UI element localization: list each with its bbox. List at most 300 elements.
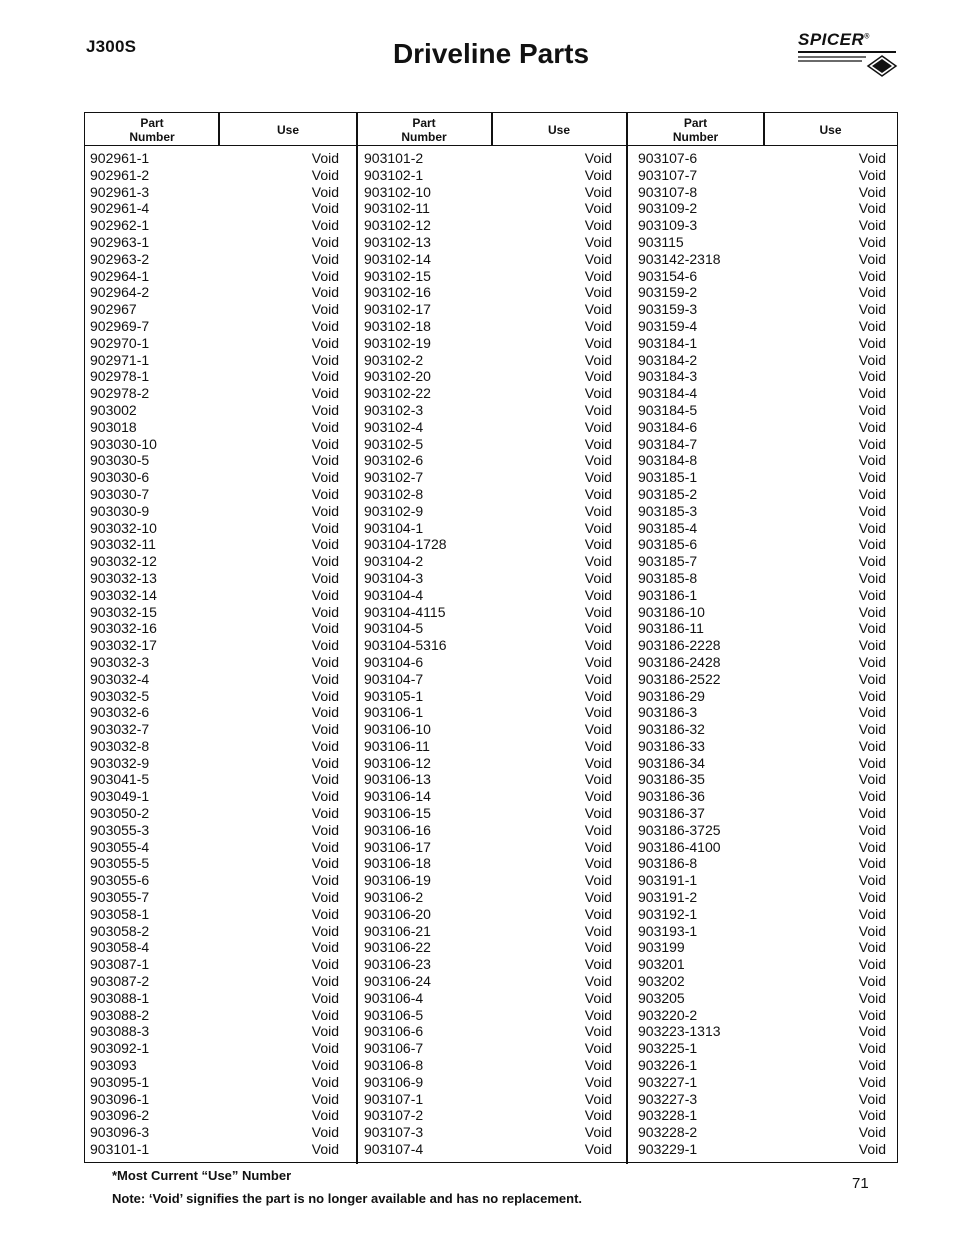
table-row xyxy=(364,452,612,469)
part-use: Void xyxy=(584,385,612,402)
part-number: 903106-7 xyxy=(364,1040,424,1057)
part-use: Void xyxy=(311,1124,339,1141)
part-use: Void xyxy=(311,956,339,973)
part-use: Void xyxy=(584,721,612,738)
part-use: Void xyxy=(311,838,339,855)
part-number: 903185-7 xyxy=(638,553,698,570)
part-use: Void xyxy=(311,653,339,670)
table-row xyxy=(364,200,612,217)
part-number: 903106-20 xyxy=(364,905,431,922)
part-number: 903185-2 xyxy=(638,485,698,502)
part-use: Void xyxy=(858,821,886,838)
page-number: 71 xyxy=(852,1175,869,1192)
part-use: Void xyxy=(311,519,339,536)
part-use: Void xyxy=(311,351,339,368)
table-row xyxy=(638,671,886,688)
table-row xyxy=(90,688,339,705)
part-number: 903202 xyxy=(638,973,685,990)
part-use: Void xyxy=(584,401,612,418)
table-row xyxy=(638,1074,886,1091)
table-row xyxy=(638,536,886,553)
part-use: Void xyxy=(584,519,612,536)
part-number: 903102-14 xyxy=(364,250,431,267)
part-use: Void xyxy=(858,150,886,166)
part-number: 903223-1313 xyxy=(638,1023,721,1040)
part-number: 903032-17 xyxy=(90,637,157,654)
table-row xyxy=(638,469,886,486)
table-row xyxy=(364,268,612,285)
part-use: Void xyxy=(584,1006,612,1023)
part-number: 903041-5 xyxy=(90,771,150,788)
table-row xyxy=(364,436,612,453)
part-use: Void xyxy=(584,569,612,586)
part-use: Void xyxy=(584,301,612,318)
part-use: Void xyxy=(858,233,886,250)
part-number: 903106-1 xyxy=(364,704,424,721)
part-number: 903032-5 xyxy=(90,687,150,704)
part-use: Void xyxy=(858,469,886,486)
table-row xyxy=(364,604,612,621)
part-number: 903088-3 xyxy=(90,1023,150,1040)
part-number: 903055-7 xyxy=(90,889,150,906)
part-number: 903104-1728 xyxy=(364,536,447,553)
table-row xyxy=(638,217,886,234)
table-row xyxy=(638,167,886,184)
header-divider xyxy=(763,113,765,146)
table-row xyxy=(638,973,886,990)
part-use: Void xyxy=(584,771,612,788)
table-row xyxy=(364,1074,612,1091)
table-row xyxy=(90,1074,339,1091)
part-number: 903096-3 xyxy=(90,1124,150,1141)
part-use: Void xyxy=(858,385,886,402)
part-number: 903101-1 xyxy=(90,1141,150,1158)
part-number: 903220-2 xyxy=(638,1006,698,1023)
part-number: 903191-1 xyxy=(638,872,698,889)
part-number: 903106-16 xyxy=(364,821,431,838)
table-row xyxy=(638,368,886,385)
part-use: Void xyxy=(584,670,612,687)
table-row xyxy=(90,923,339,940)
part-use: Void xyxy=(858,1006,886,1023)
part-use: Void xyxy=(858,670,886,687)
table-row xyxy=(364,520,612,537)
table-row xyxy=(364,990,612,1007)
table-row xyxy=(90,520,339,537)
part-use: Void xyxy=(311,385,339,402)
part-use: Void xyxy=(584,1040,612,1057)
table-row xyxy=(90,385,339,402)
part-number: 903102-19 xyxy=(364,334,431,351)
table-row xyxy=(90,536,339,553)
header-use-3: Use xyxy=(819,122,842,137)
part-number: 903186-4100 xyxy=(638,838,721,855)
table-row xyxy=(364,620,612,637)
part-number: 903104-4115 xyxy=(364,603,446,620)
part-use: Void xyxy=(311,284,339,301)
part-use: Void xyxy=(858,435,886,452)
table-row xyxy=(364,352,612,369)
part-number: 903102-4 xyxy=(364,418,424,435)
table-row xyxy=(638,990,886,1007)
table-row xyxy=(638,855,886,872)
part-number: 902962-1 xyxy=(90,217,150,234)
table-row xyxy=(638,318,886,335)
part-use: Void xyxy=(584,939,612,956)
part-use: Void xyxy=(858,1124,886,1141)
table-row xyxy=(90,200,339,217)
part-number: 902961-1 xyxy=(90,150,150,166)
part-use: Void xyxy=(858,519,886,536)
table-row xyxy=(638,1124,886,1141)
part-use: Void xyxy=(311,637,339,654)
table-row xyxy=(638,872,886,889)
part-number: 903018 xyxy=(90,418,137,435)
table-row xyxy=(638,822,886,839)
part-use: Void xyxy=(311,267,339,284)
part-use: Void xyxy=(584,250,612,267)
part-use: Void xyxy=(584,1090,612,1107)
table-row xyxy=(364,368,612,385)
part-use: Void xyxy=(584,485,612,502)
part-use: Void xyxy=(584,267,612,284)
part-use: Void xyxy=(311,1107,339,1124)
column-divider xyxy=(626,113,628,1164)
table-row xyxy=(90,973,339,990)
table-row xyxy=(364,167,612,184)
parts-column-3 xyxy=(638,150,886,1158)
table-row xyxy=(90,1124,339,1141)
part-use: Void xyxy=(858,939,886,956)
part-use: Void xyxy=(858,855,886,872)
part-number: 903185-3 xyxy=(638,502,698,519)
part-use: Void xyxy=(858,973,886,990)
part-number: 903032-13 xyxy=(90,569,157,586)
part-number: 903050-2 xyxy=(90,805,150,822)
table-row xyxy=(364,284,612,301)
table-row xyxy=(90,284,339,301)
part-use: Void xyxy=(858,536,886,553)
part-use: Void xyxy=(584,687,612,704)
part-number: 903107-6 xyxy=(638,150,698,166)
part-number: 903184-1 xyxy=(638,334,698,351)
part-number: 903096-1 xyxy=(90,1090,150,1107)
part-number: 902969-7 xyxy=(90,317,150,334)
part-use: Void xyxy=(311,233,339,250)
part-use: Void xyxy=(311,1023,339,1040)
part-number: 903102-12 xyxy=(364,217,431,234)
table-row xyxy=(638,503,886,520)
part-use: Void xyxy=(858,569,886,586)
part-use: Void xyxy=(584,553,612,570)
part-use: Void xyxy=(584,620,612,637)
part-use: Void xyxy=(584,637,612,654)
part-number: 903192-1 xyxy=(638,905,698,922)
table-row xyxy=(638,839,886,856)
part-use: Void xyxy=(584,183,612,200)
table-row xyxy=(90,150,339,167)
table-row xyxy=(638,419,886,436)
table-row xyxy=(364,402,612,419)
table-row xyxy=(638,402,886,419)
table-row xyxy=(90,419,339,436)
table-row xyxy=(364,939,612,956)
part-number: 903106-8 xyxy=(364,1057,424,1074)
part-number: 903228-1 xyxy=(638,1107,698,1124)
footnote-void-note: Note: ‘Void’ signifies the part is no longer available and has no replacement. xyxy=(112,1191,583,1206)
table-row xyxy=(90,1023,339,1040)
table-row xyxy=(638,352,886,369)
table-row xyxy=(364,637,612,654)
part-use: Void xyxy=(311,1057,339,1074)
part-number: 903106-22 xyxy=(364,939,431,956)
part-number: 903032-12 xyxy=(90,553,157,570)
part-number: 903102-2 xyxy=(364,351,424,368)
part-use: Void xyxy=(311,771,339,788)
part-use: Void xyxy=(584,435,612,452)
part-use: Void xyxy=(311,939,339,956)
part-use: Void xyxy=(584,1023,612,1040)
table-row xyxy=(364,704,612,721)
part-use: Void xyxy=(584,989,612,1006)
part-number: 903106-12 xyxy=(364,754,431,771)
table-row xyxy=(90,570,339,587)
part-number: 903030-9 xyxy=(90,502,150,519)
part-number: 903102-11 xyxy=(364,200,430,217)
part-use: Void xyxy=(858,351,886,368)
part-number: 903107-2 xyxy=(364,1107,424,1124)
part-use: Void xyxy=(858,788,886,805)
table-row xyxy=(638,604,886,621)
part-number: 903055-3 xyxy=(90,821,150,838)
part-number: 903032-7 xyxy=(90,721,150,738)
part-number: 902961-2 xyxy=(90,166,150,183)
part-number: 903184-6 xyxy=(638,418,698,435)
part-number: 903058-1 xyxy=(90,905,150,922)
part-number: 903185-1 xyxy=(638,469,698,486)
part-number: 903191-2 xyxy=(638,889,698,906)
table-row xyxy=(90,855,339,872)
part-number: 903088-1 xyxy=(90,989,150,1006)
part-use: Void xyxy=(584,603,612,620)
part-use: Void xyxy=(584,536,612,553)
part-number: 903032-8 xyxy=(90,737,150,754)
part-number: 903107-7 xyxy=(638,166,698,183)
part-number: 903186-10 xyxy=(638,603,705,620)
part-number: 903185-4 xyxy=(638,519,698,536)
table-row xyxy=(638,1023,886,1040)
table-row xyxy=(638,620,886,637)
part-number: 903096-2 xyxy=(90,1107,150,1124)
part-use: Void xyxy=(311,754,339,771)
table-row xyxy=(90,469,339,486)
part-number: 903102-18 xyxy=(364,317,431,334)
part-use: Void xyxy=(311,368,339,385)
header-divider xyxy=(218,113,220,146)
part-use: Void xyxy=(584,586,612,603)
table-row xyxy=(638,1007,886,1024)
part-use: Void xyxy=(311,973,339,990)
table-row xyxy=(90,452,339,469)
part-use: Void xyxy=(584,351,612,368)
part-number: 903106-18 xyxy=(364,855,431,872)
part-number: 903106-11 xyxy=(364,737,430,754)
part-number: 903109-3 xyxy=(638,217,698,234)
part-number: 903186-3725 xyxy=(638,821,721,838)
table-row xyxy=(364,1057,612,1074)
brand-name: SPICER xyxy=(798,30,865,49)
table-row xyxy=(364,251,612,268)
spicer-wordmark xyxy=(798,30,870,50)
part-number: 903055-4 xyxy=(90,838,150,855)
part-number: 902963-2 xyxy=(90,250,150,267)
part-use: Void xyxy=(584,166,612,183)
part-number: 903184-7 xyxy=(638,435,698,452)
table-row xyxy=(364,1023,612,1040)
part-number: 903092-1 xyxy=(90,1040,150,1057)
table-row xyxy=(90,738,339,755)
table-row xyxy=(364,839,612,856)
part-number: 903106-6 xyxy=(364,1023,424,1040)
part-use: Void xyxy=(584,838,612,855)
table-row xyxy=(364,688,612,705)
table-row xyxy=(638,906,886,923)
part-use: Void xyxy=(858,368,886,385)
table-row xyxy=(638,788,886,805)
part-number: 903227-3 xyxy=(638,1090,698,1107)
table-row xyxy=(364,536,612,553)
table-row xyxy=(364,385,612,402)
part-number: 903058-4 xyxy=(90,939,150,956)
table-row xyxy=(90,503,339,520)
table-row xyxy=(364,889,612,906)
table-row xyxy=(638,1091,886,1108)
part-number: 903159-2 xyxy=(638,284,698,301)
table-row xyxy=(638,688,886,705)
table-row xyxy=(638,956,886,973)
part-number: 903087-2 xyxy=(90,973,150,990)
table-row xyxy=(90,268,339,285)
part-number: 903102-7 xyxy=(364,469,424,486)
table-row xyxy=(364,419,612,436)
part-number: 903104-3 xyxy=(364,569,424,586)
part-number: 903226-1 xyxy=(638,1057,698,1074)
table-row xyxy=(638,200,886,217)
part-use: Void xyxy=(584,1107,612,1124)
part-use: Void xyxy=(584,334,612,351)
part-use: Void xyxy=(858,250,886,267)
table-row xyxy=(364,318,612,335)
table-row xyxy=(90,990,339,1007)
part-use: Void xyxy=(858,1023,886,1040)
part-number: 903002 xyxy=(90,401,137,418)
table-row xyxy=(90,553,339,570)
part-use: Void xyxy=(311,502,339,519)
part-number: 903186-32 xyxy=(638,721,705,738)
part-use: Void xyxy=(311,553,339,570)
part-use: Void xyxy=(584,855,612,872)
part-use: Void xyxy=(311,1073,339,1090)
part-number: 903030-5 xyxy=(90,452,150,469)
part-use: Void xyxy=(584,1057,612,1074)
part-use: Void xyxy=(311,687,339,704)
part-use: Void xyxy=(858,653,886,670)
part-use: Void xyxy=(311,150,339,166)
table-row xyxy=(638,721,886,738)
part-number: 903104-4 xyxy=(364,586,424,603)
table-row xyxy=(90,604,339,621)
part-number: 903142-2318 xyxy=(638,250,721,267)
table-row xyxy=(364,788,612,805)
part-number: 903186-29 xyxy=(638,687,705,704)
part-number: 903102-6 xyxy=(364,452,424,469)
table-row xyxy=(638,570,886,587)
table-row xyxy=(364,335,612,352)
part-number: 903049-1 xyxy=(90,788,150,805)
part-number: 903106-14 xyxy=(364,788,431,805)
table-row xyxy=(90,805,339,822)
table-row xyxy=(364,1107,612,1124)
part-number: 903095-1 xyxy=(90,1073,150,1090)
part-use: Void xyxy=(858,603,886,620)
part-number: 903193-1 xyxy=(638,922,698,939)
part-use: Void xyxy=(311,536,339,553)
table-row xyxy=(364,654,612,671)
part-number: 903102-20 xyxy=(364,368,431,385)
part-number: 903101-2 xyxy=(364,150,424,166)
table-row xyxy=(90,839,339,856)
part-number: 903106-9 xyxy=(364,1073,424,1090)
part-use: Void xyxy=(858,1057,886,1074)
part-use: Void xyxy=(311,905,339,922)
footnote-current-use: *Most Current “Use” Number xyxy=(112,1168,292,1183)
part-number: 903032-3 xyxy=(90,653,150,670)
part-use: Void xyxy=(584,452,612,469)
part-number: 903106-15 xyxy=(364,805,431,822)
part-use: Void xyxy=(584,737,612,754)
part-use: Void xyxy=(858,217,886,234)
part-number: 903109-2 xyxy=(638,200,698,217)
table-row xyxy=(364,234,612,251)
part-number: 903032-14 xyxy=(90,586,157,603)
part-use: Void xyxy=(311,401,339,418)
table-row xyxy=(638,771,886,788)
table-row xyxy=(638,385,886,402)
part-use: Void xyxy=(584,704,612,721)
part-number: 903184-8 xyxy=(638,452,698,469)
parts-column-2 xyxy=(364,150,612,1158)
part-use: Void xyxy=(584,233,612,250)
table-row xyxy=(90,771,339,788)
part-number: 903102-13 xyxy=(364,233,431,250)
part-use: Void xyxy=(858,687,886,704)
part-use: Void xyxy=(858,637,886,654)
part-use: Void xyxy=(858,418,886,435)
part-number: 903184-3 xyxy=(638,368,698,385)
part-number: 903106-24 xyxy=(364,973,431,990)
part-use: Void xyxy=(858,1090,886,1107)
table-row xyxy=(90,755,339,772)
part-use: Void xyxy=(584,418,612,435)
table-row xyxy=(364,973,612,990)
parts-table xyxy=(84,112,898,1163)
table-row xyxy=(364,553,612,570)
part-use: Void xyxy=(311,721,339,738)
part-use: Void xyxy=(858,620,886,637)
part-use: Void xyxy=(858,838,886,855)
part-number: 903186-11 xyxy=(638,620,704,637)
part-use: Void xyxy=(311,334,339,351)
